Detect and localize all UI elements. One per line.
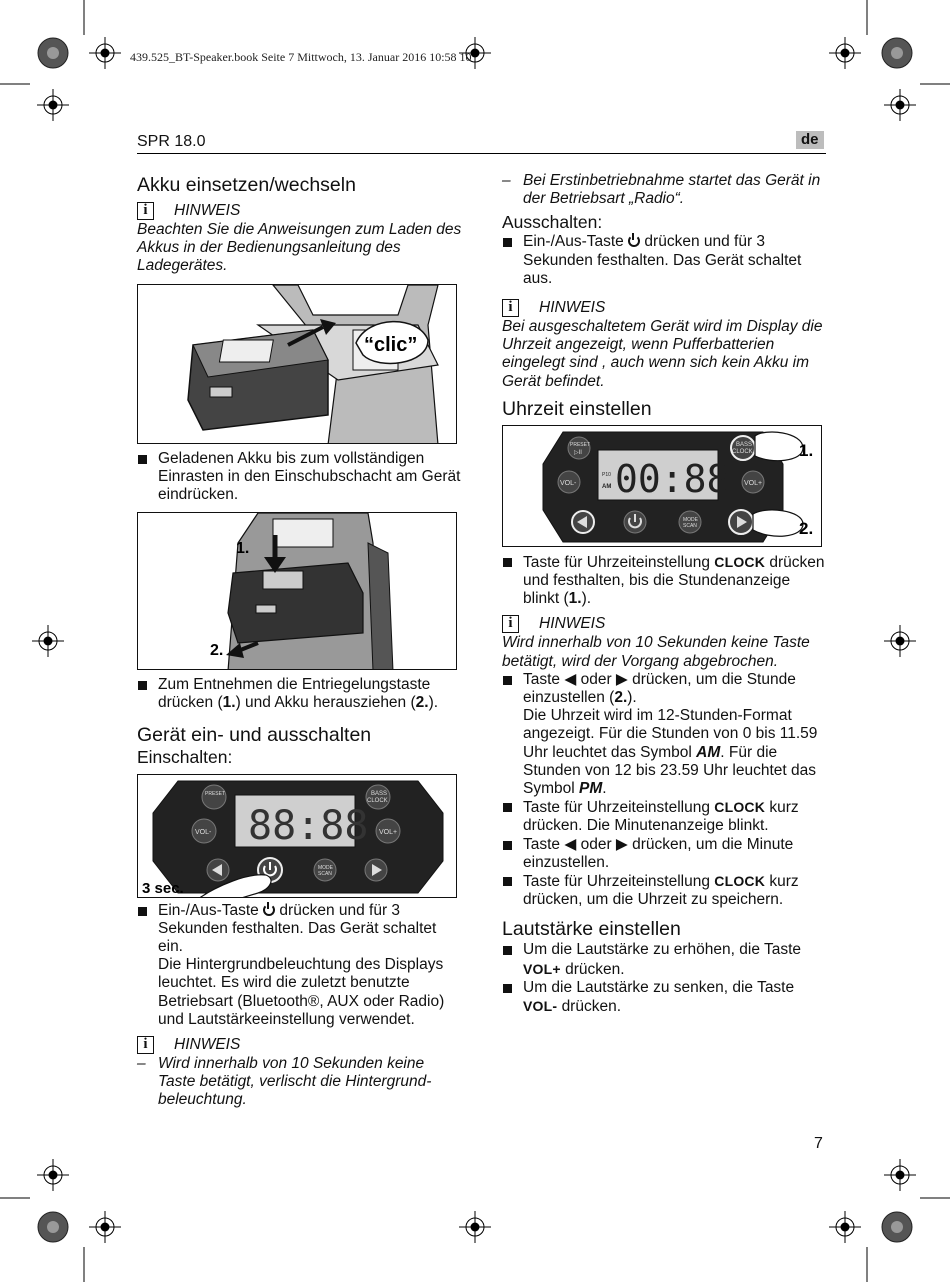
svg-text:CLOCK: CLOCK	[732, 448, 753, 455]
heading-power: Gerät ein- und ausschalten	[137, 723, 372, 746]
bullet-power-off: Ein-/Aus-Taste drücken und für 3 Sekunden festhalten. Das Gerät schaltet aus.	[502, 233, 827, 288]
bullet-clock-4: Taste ◀ oder ▶ drücken, um die Minute einzustellen.	[502, 836, 827, 872]
bullet-clock-1: Taste für Uhrzeiteinstellung CLOCK drücken und festhalten, bis die Stundenanzeige blinkt (1.).	[502, 553, 827, 609]
svg-text:PRESET: PRESET	[205, 790, 226, 797]
note-3-text: Bei ausgeschaltetem Gerät wird im Display die Uhrzeit angezeigt, wenn Pufferbatterien eingelegt sind , auch wenn sich kein Akku im Gerät befindet.	[502, 318, 823, 390]
svg-text:SCAN: SCAN	[318, 870, 332, 877]
note-4-head: i HINWEIS	[502, 614, 827, 634]
page-header-title: SPR 18.0	[137, 133, 206, 150]
svg-text:▷II: ▷II	[574, 449, 582, 456]
info-icon: i	[502, 615, 519, 633]
bullet-volume-up: Um die Lautstärke zu erhöhen, die Taste VOL+ drücken.	[502, 941, 827, 978]
finger-icon	[755, 432, 803, 461]
figure-battery-remove	[137, 512, 457, 670]
svg-text:VOL-: VOL-	[560, 479, 577, 487]
step-1-label: 1.	[799, 440, 814, 460]
note-1-text: Beachten Sie die Anweisungen zum Laden des Akkus in der Bedienungsanleitung des Ladegerätes.	[137, 221, 462, 275]
column-left	[137, 172, 462, 1110]
bullet-volume-down: Um die Lautstärke zu senken, die Taste VOL- drücken.	[502, 979, 827, 1016]
finger-icon	[753, 510, 803, 536]
svg-text:PRESET: PRESET	[570, 441, 591, 448]
svg-text:MODE: MODE	[683, 516, 698, 523]
heading-switch-off: Ausschalten:	[502, 212, 603, 233]
svg-text:VOL+: VOL+	[744, 479, 763, 487]
figure-clock-set	[502, 425, 822, 547]
svg-text:P10: P10	[602, 471, 611, 478]
svg-text:BASS: BASS	[371, 790, 388, 797]
heading-switch-on: Einschalten:	[137, 746, 233, 767]
clic-callout: “clic”	[364, 333, 418, 356]
control-panel-illustration	[138, 775, 457, 898]
display-digits: 88:88	[248, 802, 369, 849]
bullet-remove: Zum Entnehmen die Entriegelungstaste drücken (1.) und Akku herausziehen (2.).	[137, 676, 462, 712]
note-3-head: i HINWEIS	[502, 298, 827, 318]
power-icon	[263, 904, 275, 916]
svg-text:SCAN: SCAN	[683, 522, 697, 529]
info-icon: i	[137, 1036, 154, 1054]
svg-text:CLOCK: CLOCK	[367, 797, 388, 804]
color-bar-mark	[38, 38, 68, 68]
info-icon: i	[137, 202, 154, 220]
power-icon	[628, 235, 640, 247]
battery-remove-illustration	[138, 513, 457, 670]
heading-volume: Lautstärke einstellen	[502, 918, 681, 941]
step-2-label: 2.	[799, 518, 814, 538]
note-label: HINWEIS	[174, 201, 241, 219]
header-rule	[137, 153, 826, 154]
first-use-note: – Bei Erstinbetriebnahme startet das Gerät in der Betriebsart „Radio“.	[502, 172, 827, 208]
info-icon: i	[502, 299, 519, 317]
note-2-head: i HINWEIS	[137, 1035, 462, 1055]
hold-duration-label: 3 sec.	[142, 879, 184, 897]
bullet-insert: Geladenen Akku bis zum vollständigen Einrasten in den Einschubschacht am Gerät eindrücken.	[137, 450, 462, 505]
bullet-clock-2: Taste ◀ oder ▶ drücken, um die Stunde einzustellen (2.).	[502, 671, 827, 707]
svg-text:VOL+: VOL+	[379, 828, 398, 836]
svg-text:MODE: MODE	[318, 864, 333, 871]
figure-power-on	[137, 774, 457, 898]
figure-battery-insert	[137, 284, 457, 444]
bullet-clock-3: Taste für Uhrzeiteinstellung CLOCK kurz drücken. Die Minutenanzeige blinkt.	[502, 798, 827, 835]
page-number: 7	[814, 1135, 823, 1152]
step-2-label: 2.	[210, 642, 224, 660]
heading-clock: Uhrzeit einstellen	[502, 397, 652, 420]
note-1-head	[137, 201, 462, 221]
svg-text:AM: AM	[602, 483, 612, 490]
bullet-clock-5: Taste für Uhrzeiteinstellung CLOCK kurz drücken, um die Uhrzeit zu speichern.	[502, 872, 827, 909]
svg-text:VOL-: VOL-	[195, 828, 212, 836]
step-1-label: 1.	[236, 540, 250, 558]
power-on-detail: Die Hintergrundbeleuchtung des Displays leuchtet. Es wird die zuletzt benutzte Betriebsart (Bluetooth®, AUX oder Radio) und Lautstärkeeinstellung verwendet.	[158, 956, 445, 1028]
note-4-text: Wird innerhalb von 10 Sekunden keine Taste betätigt, wird der Vorgang abgebrochen.	[502, 634, 810, 670]
clock-display-digits: 00:88	[615, 456, 730, 501]
print-slug: 439.525_BT-Speaker.book Seite 7 Mittwoch, 13. Januar 2016 10:58 10	[130, 50, 472, 64]
note-2-text: – Wird innerhalb von 10 Sekunden keine Taste betätigt, verlischt die Hintergrundbeleuchtung.	[137, 1055, 462, 1110]
bullet-power-on: Ein-/Aus-Taste drücken und für 3 Sekunden festhalten. Das Gerät schaltet ein.	[137, 902, 462, 957]
clock-panel-illustration	[503, 426, 822, 547]
heading-akku: Akku einsetzen/wechseln	[137, 174, 356, 196]
column-right	[502, 172, 827, 1016]
battery-insert-illustration	[138, 285, 457, 444]
svg-text:BASS: BASS	[736, 441, 753, 448]
clock-format-detail: Die Uhrzeit wird im 12-Stunden-Format angezeigt. Für die Stunden von 0 bis 11.59 Uhr leuchtet das Symbol AM. Für die Stunden von 12 bis 23.59 Uhr leuchtet das Symbol PM.	[523, 707, 818, 798]
language-tab: de	[796, 131, 824, 149]
